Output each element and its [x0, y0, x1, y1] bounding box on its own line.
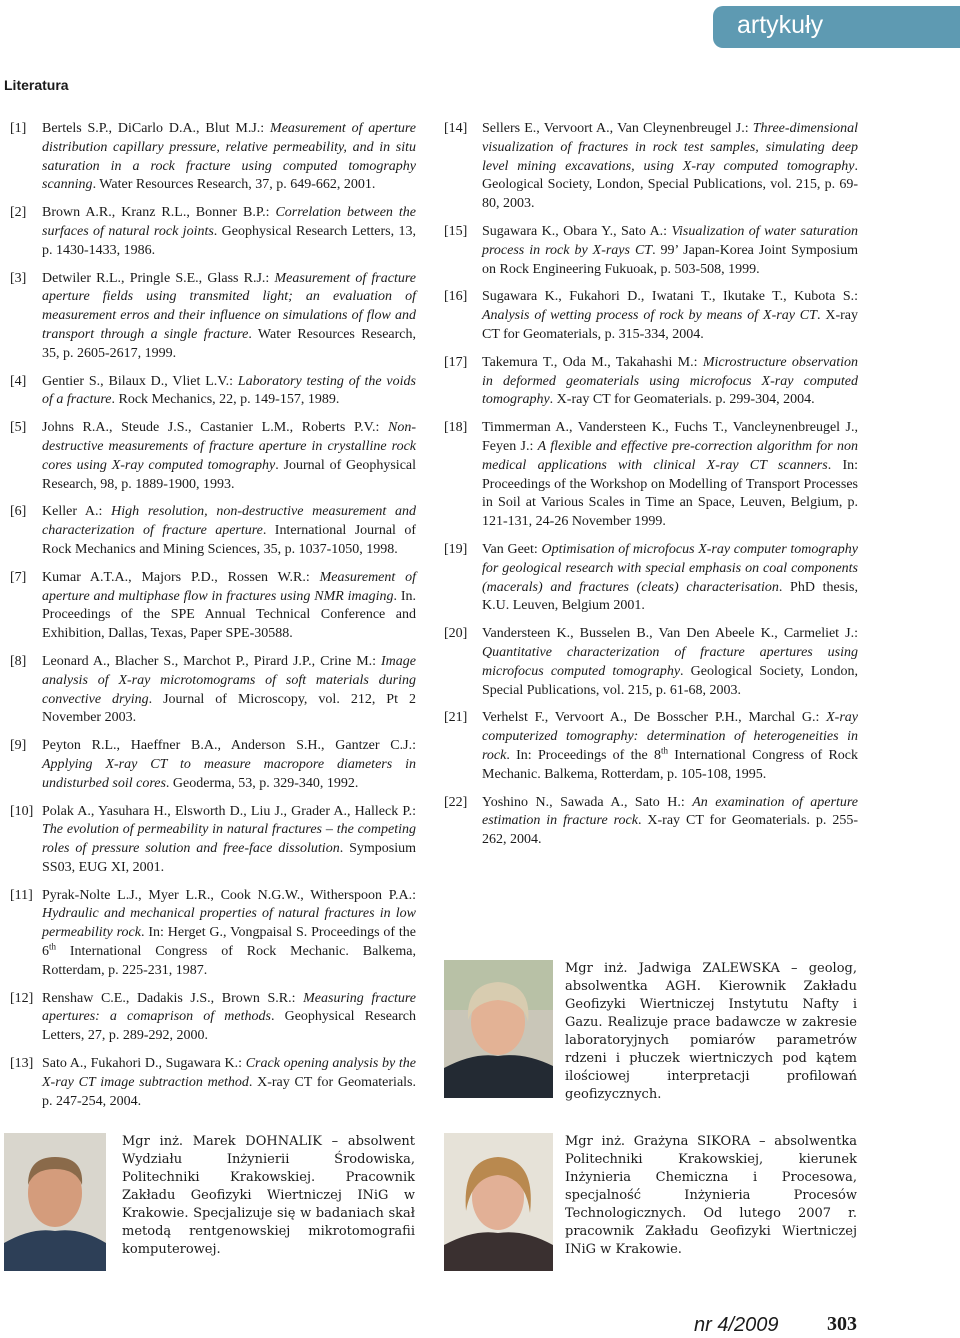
portrait-woman-2-icon: [444, 1133, 553, 1271]
reference-source: . Journal of Geophysical Research, 98, p. 1889-1900, 1993.: [42, 457, 417, 492]
author-photo-dohnalik: [4, 1133, 106, 1271]
reference-authors: Timmerman A., Vandersteen K., Fuchs T., Vancleynenbreugel J., Feyen J.:: [482, 420, 858, 454]
reference-number: [14]: [444, 121, 468, 136]
reference-number: [16]: [444, 289, 468, 305]
reference-title: Measurement of aperture distribution capillary pressure, relative permeability, and in situ saturation in a rock fracture using computed tomography scanning: [42, 121, 417, 193]
bio-sikora: Mgr inż. Grażyna SIKORA – absolwentka Politechniki Krakowskiej, kierunek Inżynieria Chemiczna i Procesowa, specjalność Inżynieria Procesów Technologicznych. Od lutego 2007 r. pracownik Zakładu Geofizyki Wiertniczej INiG w Krakowie.: [565, 1134, 857, 1257]
reference-superscript: th: [661, 745, 669, 756]
reference-authors: Kumar A.T.A., Majors P.D., Rossen W.R.:: [42, 569, 320, 585]
reference-source: . In: Herget G., Vongpaisal S. Proceedings of the 6: [42, 925, 417, 960]
reference-title: Image analysis of X-ray microtomograms of soft materials during convective drying: [42, 653, 416, 707]
reference-source: . Water Resources Research, 35, p. 2605-2617, 1999.: [42, 326, 417, 361]
reference-authors: Renshaw C.E., Dadakis J.S., Brown S.R.:: [42, 990, 304, 1006]
reference-item: [4, 569, 416, 644]
reference-source: . Geophysical Research Letters, 13, p. 1430-1433, 1986.: [42, 223, 416, 258]
reference-authors: Polak A., Yasuhara H., Elsworth D., Liu J., Grader A., Halleck P.:: [42, 803, 416, 819]
page-number: 303: [827, 1313, 857, 1335]
reference-number: [17]: [444, 354, 468, 370]
reference-number: [12]: [10, 990, 34, 1006]
portrait-man-icon: [4, 1133, 106, 1271]
reference-number: [9]: [10, 738, 27, 754]
reference-title: Crack opening analysis by the X-ray CT image subtraction method: [42, 1056, 416, 1090]
reference-authors: Sellers E., Vervoort A., Van Cleynenbreugel J.:: [482, 121, 753, 136]
reference-number: [19]: [444, 541, 468, 557]
reference-title: Laboratory testing of the voids of a fracture: [42, 373, 416, 408]
reference-authors: Sugawara K., Obara Y., Sato A.:: [482, 223, 672, 239]
reference-source: . Geoderma, 53, p. 329-340, 1992.: [165, 775, 359, 791]
reference-title: Optimisation of microfocus X-ray computer tomography for geological research with special emphasis on coal components (macerals) and fractures (cleats) characterisation: [482, 541, 858, 595]
reference-source: . Rock Mechanics, 22, p. 149-157, 1989.: [111, 392, 340, 408]
reference-title: The evolution of permeability in natural fractures – the competing roles of pressure solution and free-face dissolution: [42, 822, 416, 857]
reference-title: X-ray computerized tomography: determination of heterogeneities in rock: [482, 710, 858, 763]
reference-authors: Detwiler R.L., Pringle S.E., Glass R.J.:: [42, 270, 275, 286]
section-title: Literatura: [4, 77, 69, 93]
reference-item: [4, 803, 416, 878]
reference-number: [2]: [10, 205, 27, 221]
reference-authors: Pyrak-Nolte L.J., Myer L.R., Cook N.G.W., Witherspoon P.A.:: [42, 887, 416, 903]
reference-item: [444, 709, 858, 784]
reference-source: . X-ray CT for Geomaterials. p. 255-262, 2004.: [482, 813, 858, 848]
reference-item: [444, 419, 858, 532]
reference-source: . 99’ Japan-Korea Joint Symposium on Rock Engineering Fukuoak, p. 503-508, 1999.: [482, 242, 858, 277]
references-right-column: [444, 120, 858, 859]
reference-number: [6]: [10, 504, 27, 520]
reference-source: . In: Proceedings of the Workshop on Modelling of Transport Processes in Soil at Various Scales in Time an Space, Leuven, Belgium, p. 121-131, 24-26 November 1999.: [482, 457, 858, 530]
reference-title: High resolution, non-destructive measurement and characterization of fracture aperture: [42, 504, 416, 539]
reference-title: A flexible and effective pre-correction algorithm for non medical applications with clinical X-ray CT scanners: [482, 438, 858, 473]
reference-title: Correlation between the surfaces of natural rock joints: [42, 205, 416, 239]
reference-number: [3]: [10, 270, 27, 286]
reference-title: An examination of aperture estimation in fracture rock: [482, 794, 858, 829]
reference-title: Three-dimensional visualization of fractures in rock test samples, simulating deep level mining excavations, using X-ray computed tomography: [482, 121, 858, 174]
reference-source: . Symposium SS03, EUG XI, 2001.: [42, 841, 416, 875]
reference-item: [444, 625, 858, 700]
reference-title: Quantitative characterization of fracture apertures using microfocus computed tomography: [482, 644, 858, 679]
reference-number: [10]: [10, 803, 34, 819]
reference-title: Hydraulic and mechanical properties of natural fractures in low permeability rock: [42, 906, 416, 941]
reference-number: [13]: [10, 1056, 34, 1072]
reference-source: . X-ray CT for Geomaterials. p. 299-304, 2004.: [549, 392, 815, 408]
reference-item: [4, 270, 416, 364]
reference-authors: Sugawara K., Fukahori D., Iwatani T., Ikutake T., Kubota S.:: [482, 289, 858, 305]
author-photo-sikora: [444, 1133, 553, 1271]
reference-item: [444, 120, 858, 214]
section-tab-label: artykuły: [737, 11, 824, 39]
reference-source: . Geophysical Research Letters, 27, p. 289-292, 2000.: [42, 1009, 416, 1044]
reference-source: . International Journal of Rock Mechanics and Mining Sciences, 35, p. 1037-1050, 1998.: [42, 523, 416, 557]
reference-title: Visualization of water saturation process in rock by X-rays CT: [482, 223, 858, 258]
reference-number: [21]: [444, 710, 468, 726]
reference-item: [444, 354, 858, 410]
reference-item: [4, 887, 416, 981]
reference-source: . PhD thesis, K.U. Leuven, Belgium 2001.: [482, 579, 858, 614]
reference-item: [4, 419, 416, 494]
reference-item: [4, 990, 416, 1046]
reference-item: [444, 541, 858, 616]
reference-authors: Johns R.A., Steude J.S., Castanier L.M., Roberts P.V.:: [42, 420, 388, 436]
reference-authors: Takemura T., Oda M., Takahashi M.:: [482, 354, 703, 370]
reference-item: [4, 737, 416, 793]
references-left-column: [4, 120, 416, 1120]
reference-item: [4, 373, 416, 411]
reference-authors: Yoshino N., Sawada A., Sato H.:: [482, 794, 693, 810]
reference-item: [4, 204, 416, 260]
page-footer: [694, 1313, 857, 1337]
reference-title: Applying X-ray CT to measure macropore diameters in undisturbed soil cores: [42, 756, 416, 791]
reference-title: Non-destructive measurements of fracture aperture in crystalline rock cores using X-ray computed tomography: [42, 420, 416, 473]
reference-number: [5]: [10, 420, 27, 436]
reference-authors: Verhelst F., Vervoort A., De Bosscher P.H., Marchal G.:: [482, 710, 827, 726]
reference-item: [4, 503, 416, 559]
reference-source: . X-ray CT for Geomaterials, p. 315-334, 2004.: [482, 308, 858, 342]
reference-number: [8]: [10, 653, 27, 669]
issue-number: nr 4/2009: [694, 1314, 779, 1336]
reference-number: [7]: [10, 569, 27, 585]
reference-source: . Geological Society, London, Special Publications, vol. 215, p. 69-80, 2003.: [482, 158, 858, 212]
reference-item: [4, 120, 416, 195]
reference-authors: Keller A.:: [42, 504, 112, 520]
reference-title: Analysis of wetting process of rock by means of X-ray CT: [482, 308, 817, 324]
reference-source: . Journal of Microscopy, vol. 212, Pt 2 November 2003.: [42, 691, 416, 726]
reference-source-continued: International Congress of Rock Mechanic. Balkema, Rotterdam, p. 225-231, 1987.: [42, 944, 416, 978]
reference-number: [15]: [444, 223, 468, 239]
reference-number: [4]: [10, 373, 27, 389]
reference-authors: Sato A., Fukahori D., Sugawara K.:: [42, 1056, 246, 1072]
reference-authors: Leonard A., Blacher S., Marchot P., Pirard J.P., Crine M.:: [42, 653, 381, 669]
reference-number: [1]: [10, 121, 27, 136]
reference-authors: Gentier S., Bilaux D., Vliet L.V.:: [42, 373, 238, 389]
reference-authors: Van Geet:: [482, 541, 542, 557]
reference-title: Measurement of aperture and multiphase flow in fractures using NMR imaging: [42, 569, 416, 604]
reference-number: [20]: [444, 626, 468, 642]
bio-zalewska: Mgr inż. Jadwiga ZALEWSKA – geolog, absolwentka AGH. Kierownik Zakładu Geofizyki Wiertniczej Instytutu Nafty i Gazu. Realizuje prace badawcze w zakresie laboratoryjnych pomiarów parametrów rdzeni i płuczek wiertniczych pod kątem ilościowej interpretacji profilowań geofizycznych.: [565, 961, 857, 1102]
reference-source: . Geological Society, London, Special Publications, vol. 215, p. 61-68, 2003.: [482, 663, 858, 698]
reference-item: [444, 794, 858, 850]
reference-number: [22]: [444, 794, 468, 810]
reference-authors: Vandersteen K., Busselen B., Van Den Abeele K., Carmeliet J.:: [482, 626, 858, 642]
reference-item: [444, 288, 858, 344]
portrait-woman-icon: [444, 960, 553, 1098]
reference-source: . X-ray CT for Geomaterials. p. 247-254, 2004.: [42, 1074, 416, 1109]
section-tab: [713, 6, 960, 48]
reference-item: [4, 653, 416, 728]
reference-number: [11]: [10, 887, 33, 903]
reference-number: [18]: [444, 420, 468, 436]
reference-source: . In: Proceedings of the 8: [506, 747, 662, 763]
bio-dohnalik: Mgr inż. Marek DOHNALIK – absolwent Wydziału Inżynierii Środowiska, Politechniki Krakowskiej. Pracownik Zakładu Geofizyki Wiertniczej INiG w Krakowie. Specjalizuje się w badaniach skał metodą rentgenowskiej mikrotomografii komputerowej.: [122, 1134, 415, 1257]
author-photo-zalewska: [444, 960, 553, 1098]
reference-source: . Water Resources Research, 37, p. 649-662, 2001.: [92, 177, 376, 193]
reference-item: [444, 223, 858, 279]
reference-superscript: th: [49, 941, 57, 952]
reference-item: [4, 1055, 416, 1111]
reference-title: Measurement of fracture aperture fields using transmited light; an evaluation of measurement erros and their influence on simulations of flow and transport through a single fracture: [42, 270, 417, 342]
reference-title: Microstructure observation in deformed geomaterials using microfocus X-ray computed tomography: [482, 354, 858, 408]
reference-authors: Peyton R.L., Haeffner B.A., Anderson S.H., Gantzer C.J.:: [42, 738, 416, 754]
reference-authors: Brown A.R., Kranz R.L., Bonner B.P.:: [42, 205, 276, 221]
reference-title: Measuring fracture apertures: a comaprison of methods: [42, 990, 417, 1025]
reference-source: . In. Proceedings of the SPE Annual Technical Conference and Exhibition, Dallas, Texas, Paper SPE-30588.: [42, 588, 416, 642]
reference-source-continued: International Congress of Rock Mechanic. Balkema, Rotterdam, p. 105-108, 1995.: [482, 747, 858, 782]
reference-authors: Bertels S.P., DiCarlo D.A., Blut M.J.:: [42, 121, 271, 136]
